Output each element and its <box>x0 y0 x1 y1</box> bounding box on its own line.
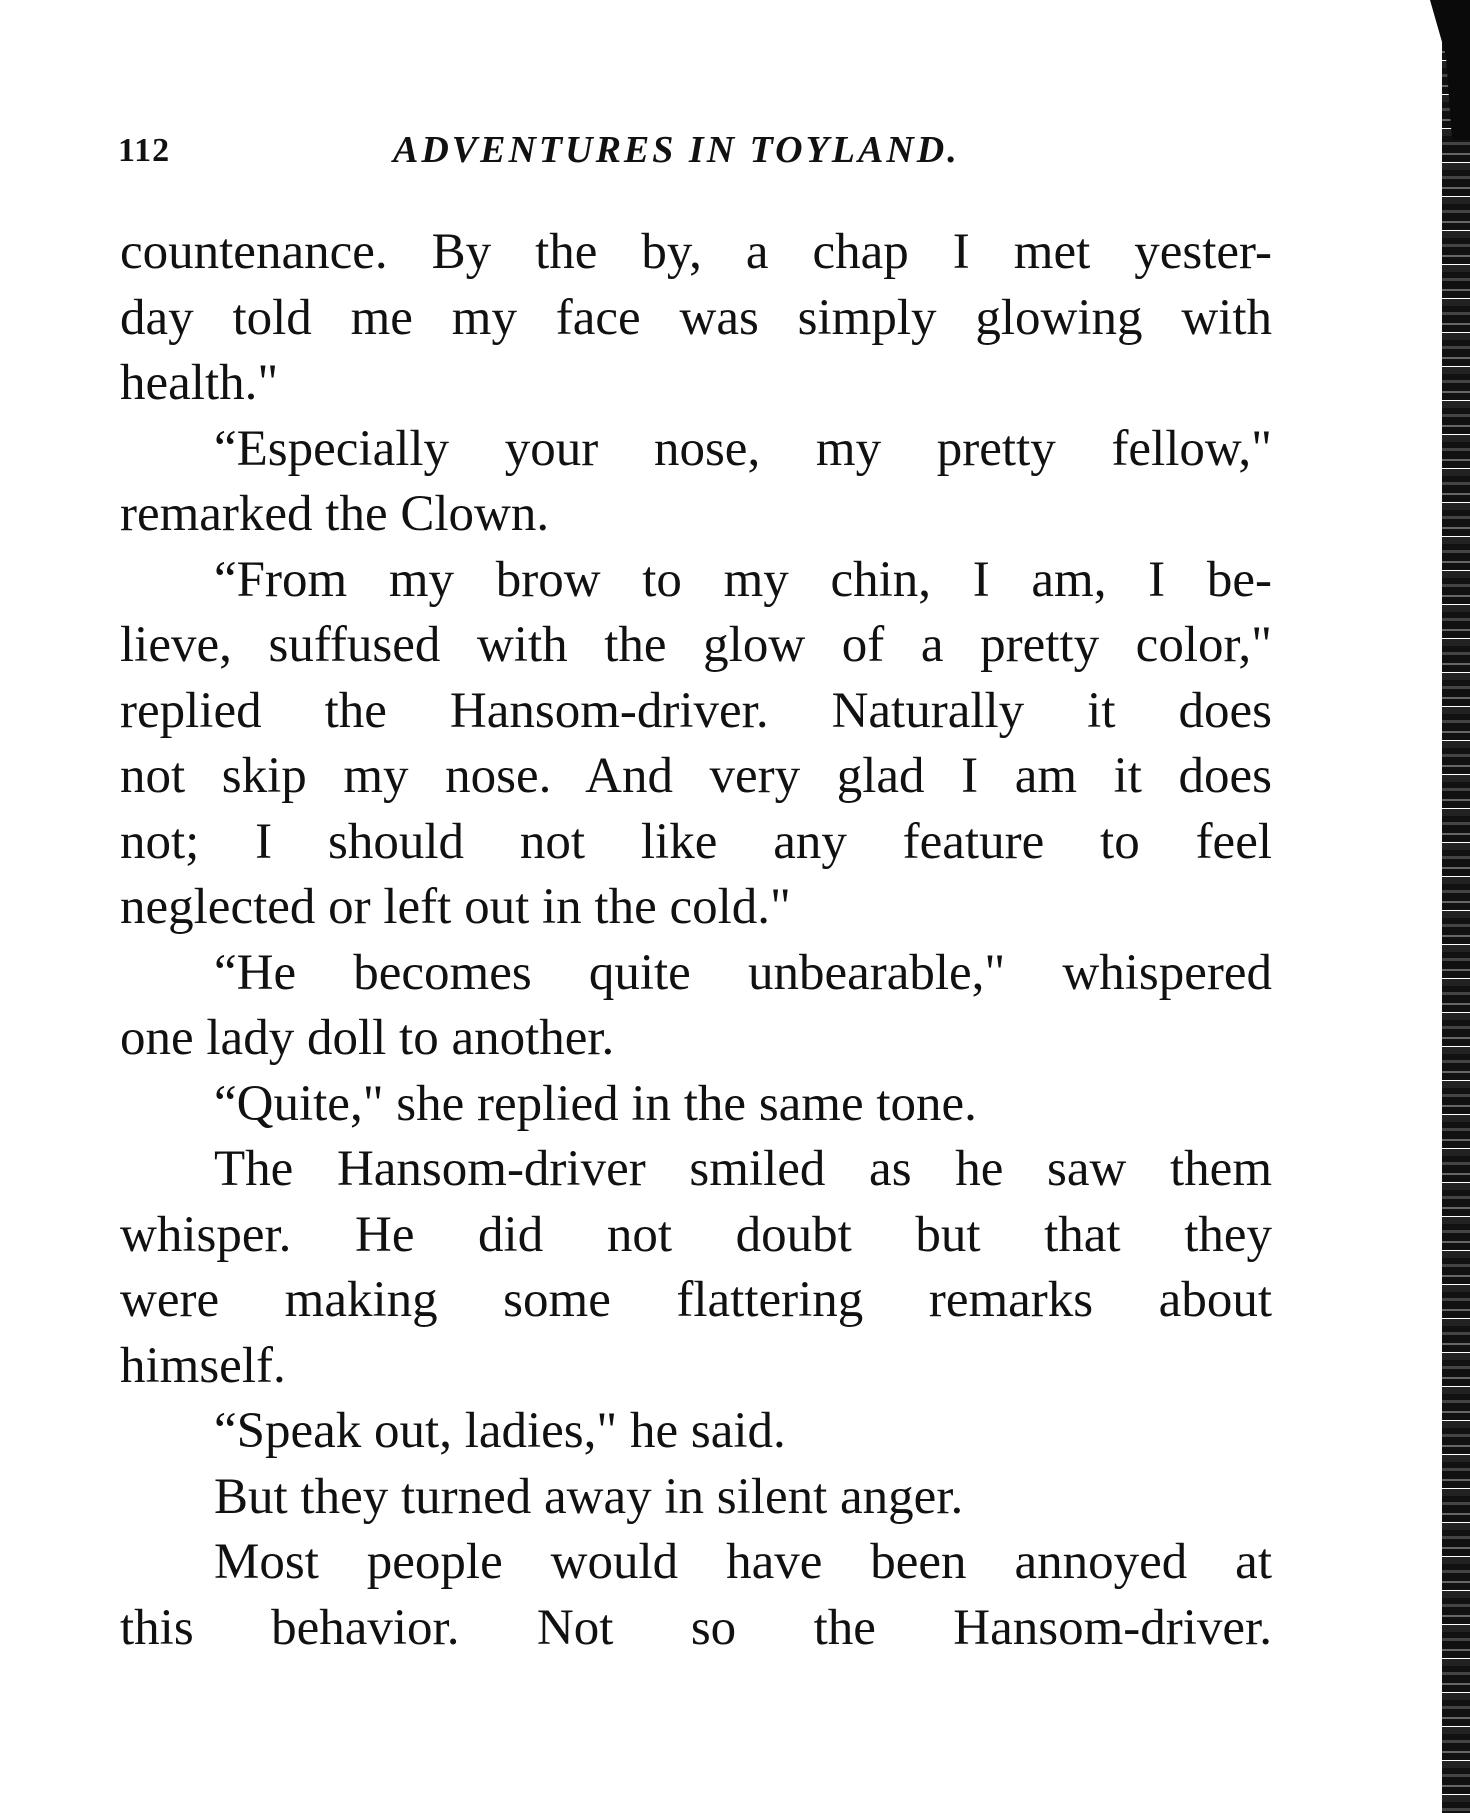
text-line: remarked the Clown. <box>120 486 550 542</box>
text-line: were making some flattering remarks about <box>120 1272 1272 1328</box>
text-line: Most people would have been annoyed at <box>214 1534 1272 1590</box>
text-line: countenance. By the by, a chap I met yester- <box>120 224 1272 280</box>
text-line: this behavior. Not so the Hansom-driver. <box>120 1599 1272 1656</box>
text-line: “From my brow to my chin, I am, I be- <box>214 551 1272 608</box>
text-line: himself. <box>120 1337 286 1394</box>
text-line: The Hansom-driver smiled as he saw them <box>214 1141 1272 1197</box>
running-head: ADVENTURES IN TOYLAND. <box>393 129 960 171</box>
text-line: replied the Hansom-driver. Naturally it does <box>120 682 1272 739</box>
page-edge-shadow <box>1442 0 1470 1813</box>
text-line: one lady doll to another. <box>120 1010 615 1066</box>
text-line: “He becomes quite unbearable," whispered <box>214 944 1272 1001</box>
text-line: not skip my nose. And very glad I am it does <box>120 748 1272 804</box>
page-header <box>118 128 1278 178</box>
text-line: But they turned away in silent anger. <box>214 1468 964 1525</box>
text-line: not; I should not like any feature to feel <box>120 813 1272 870</box>
text-line: health." <box>120 355 279 411</box>
text-line: neglected or left out in the cold." <box>120 879 791 935</box>
text-line: day told me my face was simply glowing with <box>120 289 1272 346</box>
text-line: “Speak out, ladies," he said. <box>214 1403 786 1459</box>
text-line: lieve, suffused with the glow of a pretty color," <box>120 617 1272 673</box>
page-number: 112 <box>118 132 171 169</box>
text-line: “Quite," she replied in the same tone. <box>214 1075 977 1132</box>
text-line: “Especially your nose, my pretty fellow," <box>214 420 1272 477</box>
body-text <box>120 220 1272 1661</box>
text-line: whisper. He did not doubt but that they <box>120 1206 1272 1263</box>
